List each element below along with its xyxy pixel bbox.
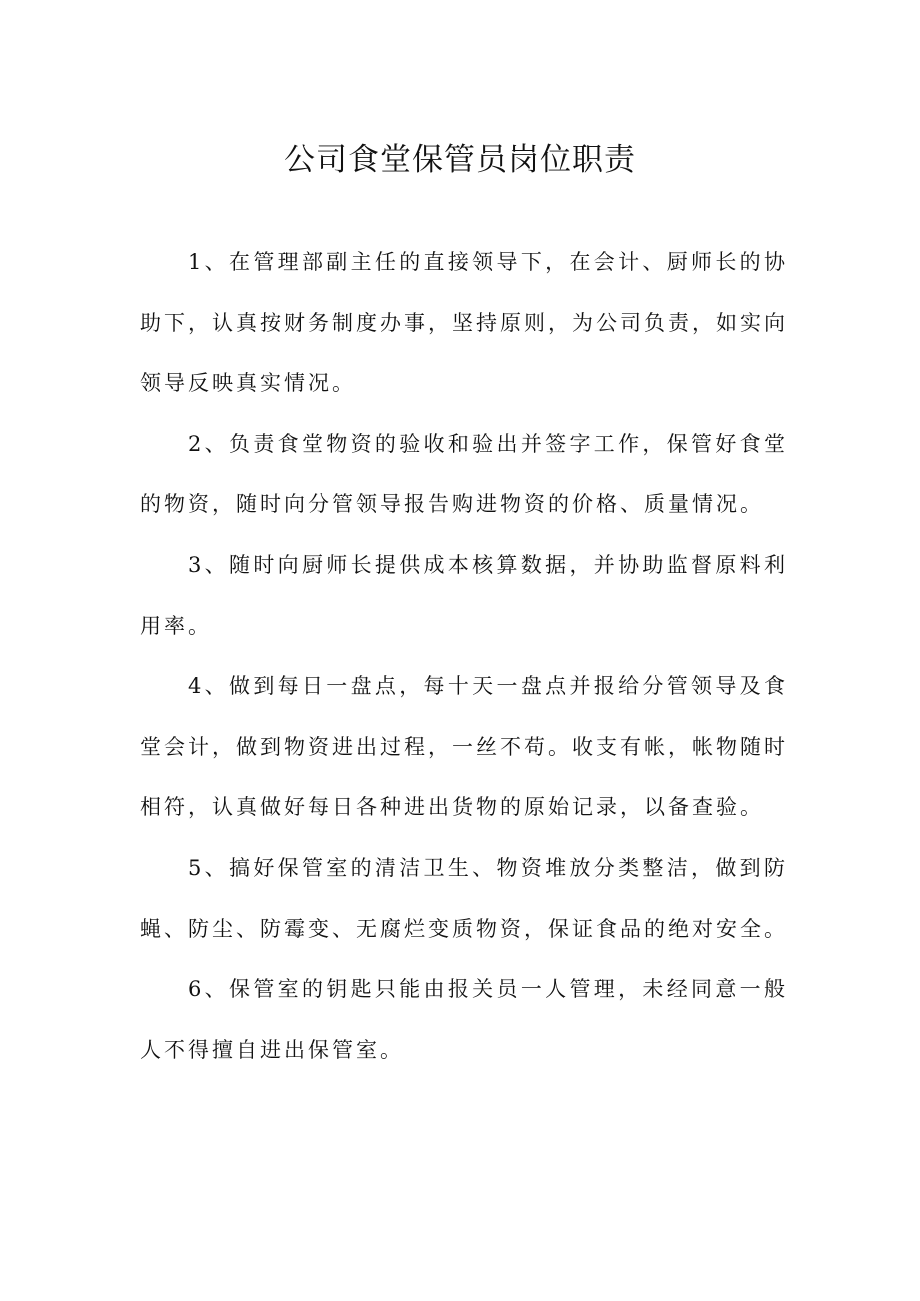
duty-item-6: 6、保管室的钥匙只能由报关员一人管理，未经同意一般人不得擅自进出保管室。 (140, 977, 788, 1062)
duty-item-2: 2、负责食堂物资的验收和验出并签字工作，保管好食堂的物资，随时向分管领导报告购进物资的价格、质量情况。 (140, 431, 788, 517)
duty-item-3: 3、随时向厨师长提供成本核算数据，并协助监督原料利用率。 (140, 552, 788, 638)
duty-item-1: 1、在管理部副主任的直接领导下，在会计、厨师长的协助下，认真按财务制度办事，坚持原则，为公司负责，如实向领导反映真实情况。 (140, 250, 788, 396)
document-body (140, 232, 788, 1080)
duty-item-5: 5、搞好保管室的清洁卫生、物资堆放分类整洁，做到防蝇、防尘、防霉变、无腐烂变质物资，保证食品的绝对安全。 (140, 855, 788, 941)
duty-item-4: 4、做到每日一盘点，每十天一盘点并报给分管领导及食堂会计，做到物资进出过程，一丝不苟。收支有帐，帐物随时相符，认真做好每日各种进出货物的原始记录，以备查验。 (140, 674, 788, 820)
document-title: 公司食堂保管员岗位职责 (284, 142, 636, 178)
